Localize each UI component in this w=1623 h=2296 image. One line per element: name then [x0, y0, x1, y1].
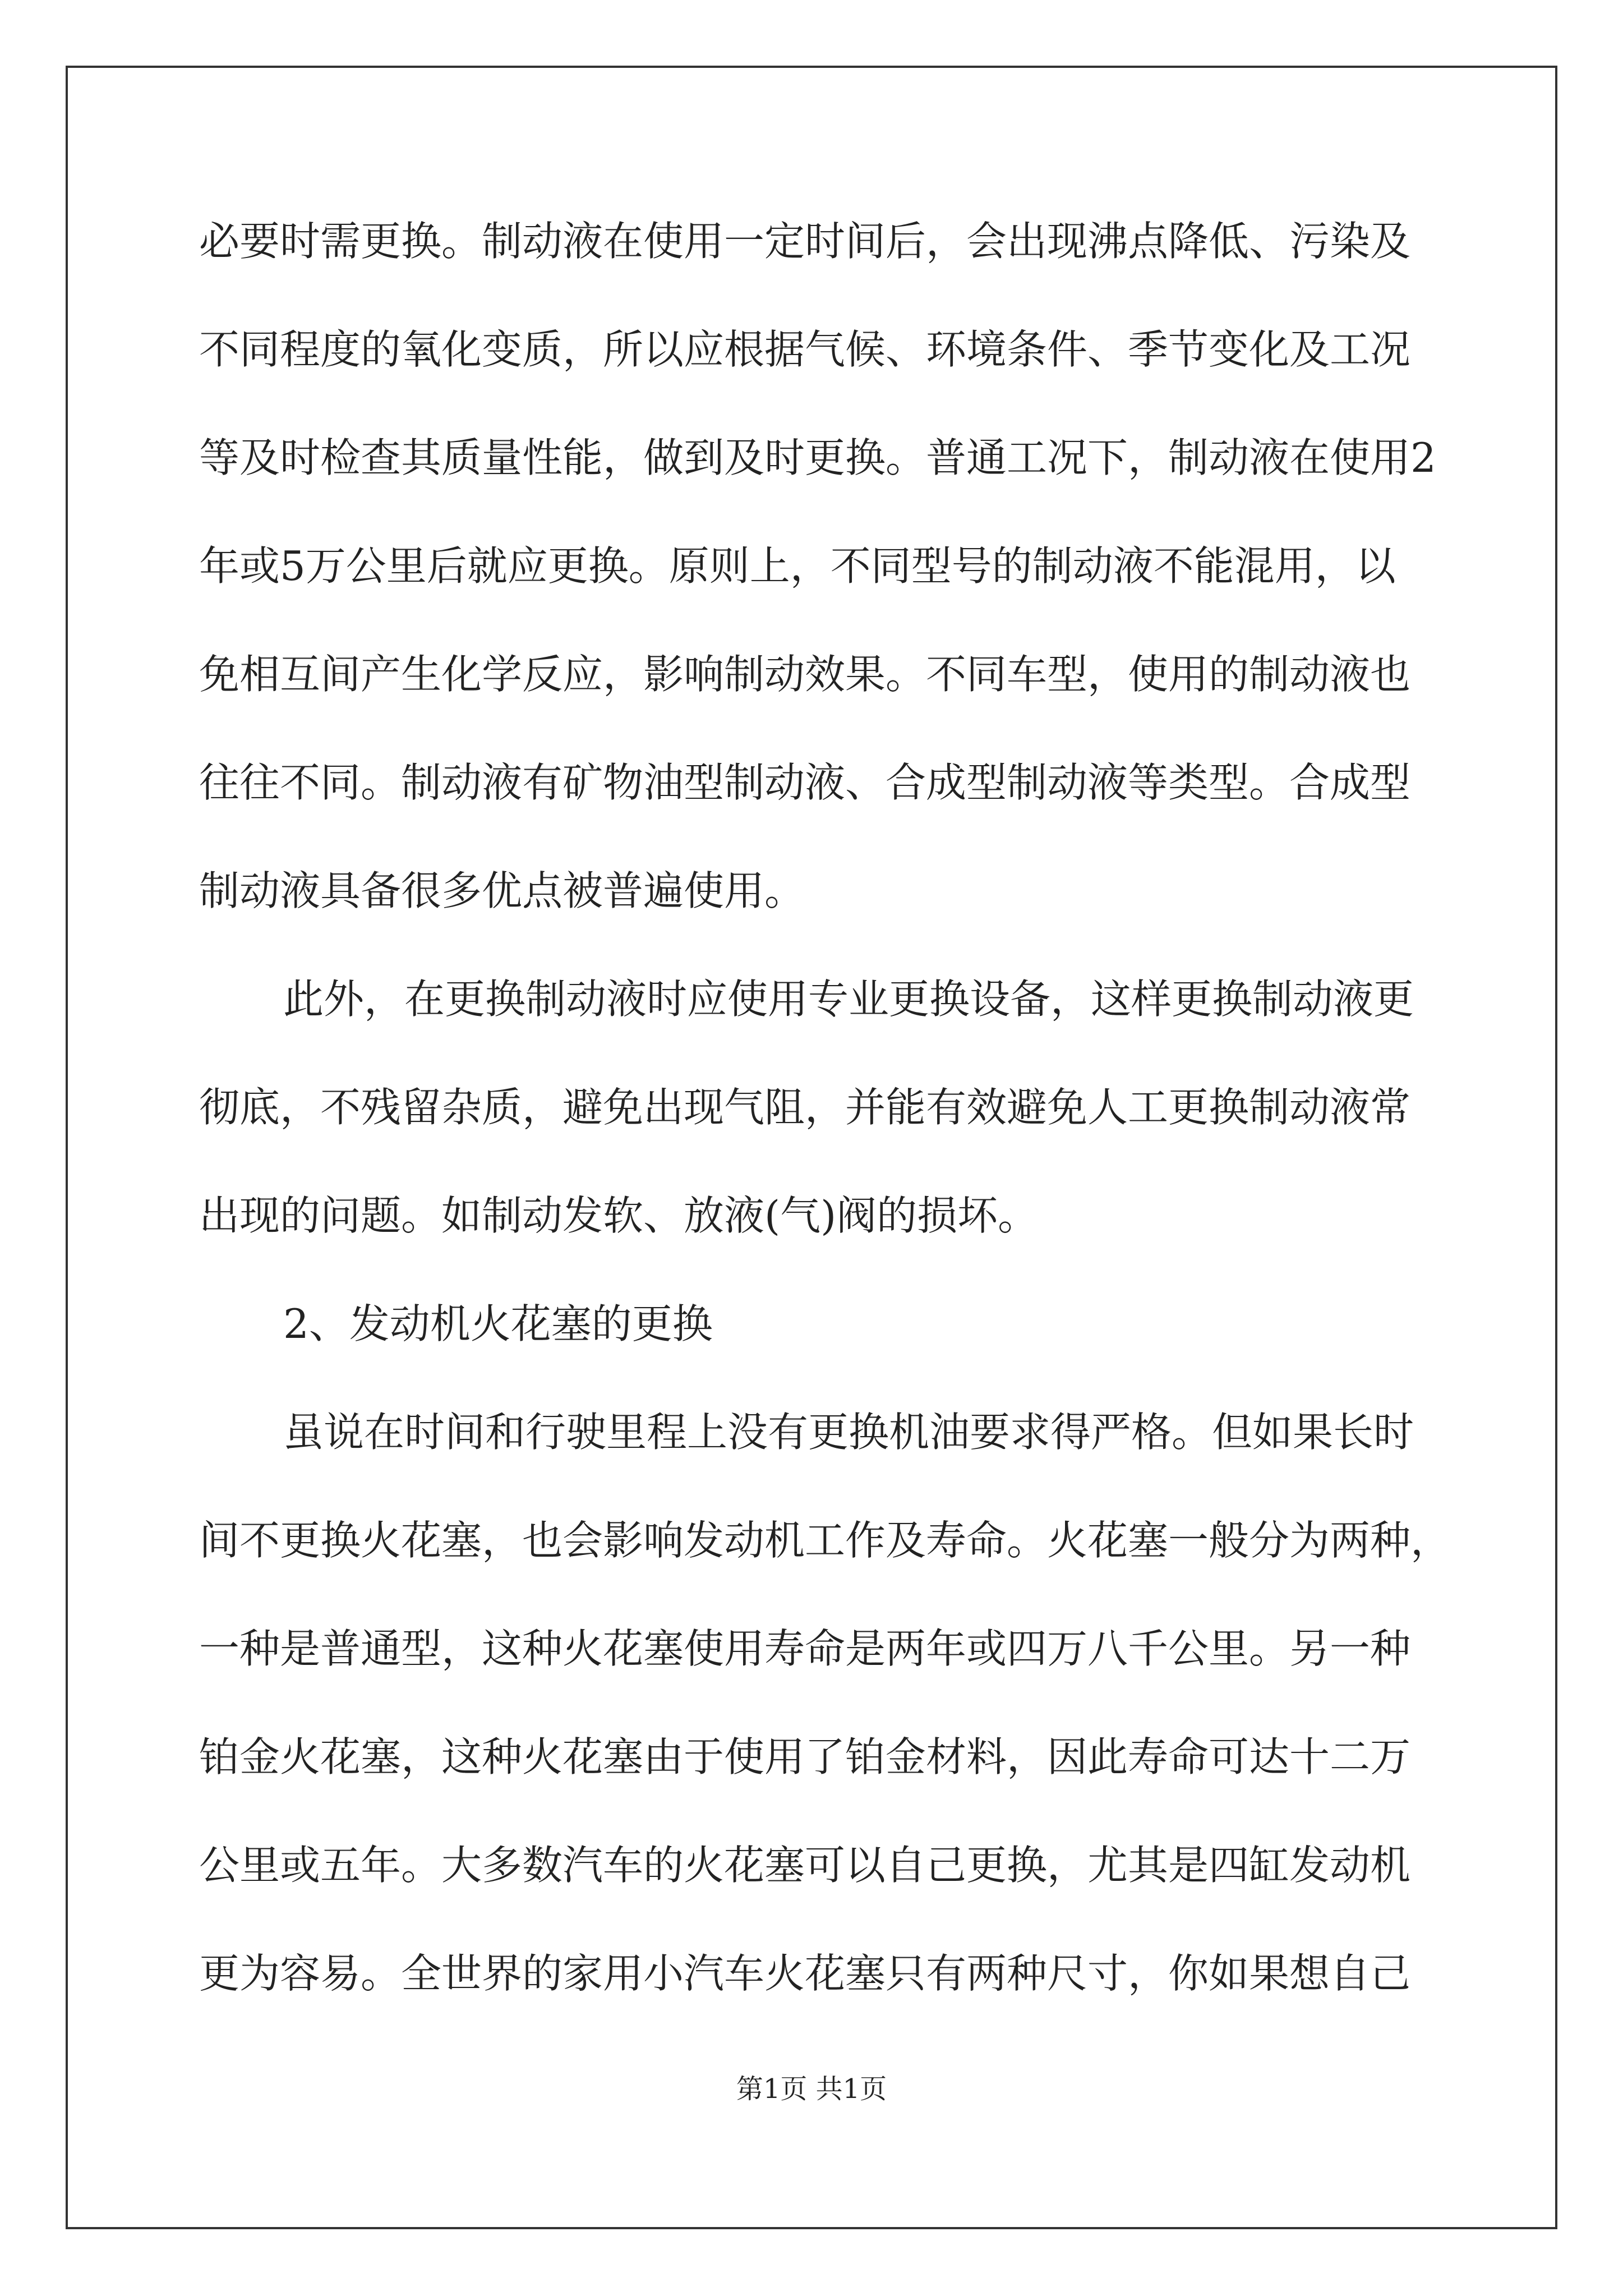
text-line: 铂金火花塞，这种火花塞由于使用了铂金材料，因此寿命可达十二万 [199, 1733, 1411, 1780]
text-line: 不同程度的氧化变质，所以应根据气候、环境条件、季节变化及工况 [199, 326, 1411, 373]
text-line: 等及时检查其质量性能，做到及时更换。普通工况下，制动液在使用2 [199, 434, 1436, 481]
text-line: 出现的问题。如制动发软、放液(气)阀的损坏。 [199, 1192, 1039, 1239]
text-line: 彻底，不残留杂质，避免出现气阻，并能有效避免人工更换制动液常 [199, 1084, 1411, 1131]
text-line: 此外，在更换制动液时应使用专业更换设备，这样更换制动液更 [283, 976, 1414, 1023]
text-line: 免相互间产生化学反应，影响制动效果。不同车型，使用的制动液也 [199, 651, 1411, 698]
text-line: 必要时需更换。制动液在使用一定时间后，会出现沸点降低、污染及 [199, 218, 1411, 265]
text-line: 间不更换火花塞，也会影响发动机工作及寿命。火花塞一般分为两种， [199, 1517, 1451, 1564]
document-body [199, 213, 1451, 2054]
text-line: 一种是普通型，这种火花塞使用寿命是两年或四万八千公里。另一种 [199, 1625, 1411, 1672]
text-line: 制动液具备很多优点被普遍使用。 [199, 867, 805, 914]
text-line: 虽说在时间和行驶里程上没有更换机油要求得严格。但如果长时 [283, 1409, 1414, 1456]
text-line: 更为容易。全世界的家用小汽车火花塞只有两种尺寸，你如果想自己 [199, 1950, 1411, 1997]
page-footer: 第1页 共1页 [736, 2073, 887, 2105]
text-line: 往往不同。制动液有矿物油型制动液、合成型制动液等类型。合成型 [199, 759, 1411, 806]
text-line: 年或5万公里后就应更换。原则上，不同型号的制动液不能混用，以 [199, 542, 1396, 590]
text-line: 2、发动机火花塞的更换 [283, 1300, 713, 1347]
text-line: 公里或五年。大多数汽车的火花塞可以自己更换，尤其是四缸发动机 [199, 1842, 1411, 1889]
